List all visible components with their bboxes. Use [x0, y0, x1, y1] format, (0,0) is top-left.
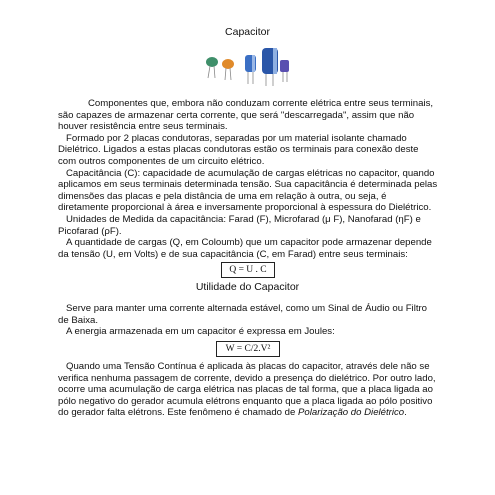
dc-paragraph — [58, 361, 438, 419]
page-title: Capacitor — [225, 26, 270, 38]
use-paragraph: Serve para manter uma corrente alternada estável, como um Sinal de Áudio ou Filtro de Baixa. — [58, 303, 428, 326]
dc-section — [58, 361, 438, 419]
intro-section — [58, 98, 438, 260]
charge-formula: Q = U . C — [221, 262, 275, 278]
intro-paragraph: Componentes que, embora não conduzam corrente elétrica entre seus terminais, são capazes de armazenar certa corrente, que será "descarregada", assim que não houver resistência entre seus terminais. — [58, 98, 434, 133]
use-section — [58, 303, 438, 338]
dc-paragraph-end: . — [404, 407, 407, 419]
units-paragraph: Unidades de Medida da capacitância: Farad (F), Microfarad (μ F), Nanofarad (ηF) e Picofarad (ρF). — [58, 213, 421, 237]
charge-paragraph: A quantidade de cargas (Q, em Coloumb) que um capacitor pode armazenar depende da tensão (U, em Volts) e de sua capacitância (C, em Farad) entre seus terminais: — [58, 237, 432, 260]
capacitance-paragraph: Capacitância (C): capacidade de acumulação de cargas elétricas no capacitor, quando aplicamos em seus terminais determinada tensão. Sua capacitância é determinada pelas dimensões das placas e pela distância de uma em relação à outra, ou seja, é diretamente proporcional à área e inversamente proporcional à espessura do Dielétrico. — [58, 167, 438, 214]
capacitor-photos — [200, 46, 295, 88]
formed-paragraph: Formado por 2 placas condutoras, separadas por um material isolante chamado Dielétrico. Ligados a estas placas condutoras estão os terminais para conexão deste com outros componentes de um circuito elétrico. — [58, 132, 419, 167]
dc-paragraph-term: Polarização do Dielétrico — [298, 407, 405, 419]
section-subtitle: Utilidade do Capacitor — [195, 281, 300, 293]
dc-paragraph-text: Quando uma Tensão Contínua é aplicada às placas do capacitor, através dele não se verifica nenhuma passagem de corrente, devido a presença do dielétrico. Por outro lado, ocorre uma acumulação de carga elétrica nas placas de tal forma, que a placa ligada ao pólo negativo do gerador acumula elétrons enquanto que a placa ligada ao pólo positivo do gerador falta elétrons. Este fenômeno é chamado de — [58, 361, 436, 419]
energy-formula: W = C/2.V² — [216, 341, 280, 357]
energy-paragraph: A energia armazenada em um capacitor é expressa em Joules: — [66, 326, 335, 338]
